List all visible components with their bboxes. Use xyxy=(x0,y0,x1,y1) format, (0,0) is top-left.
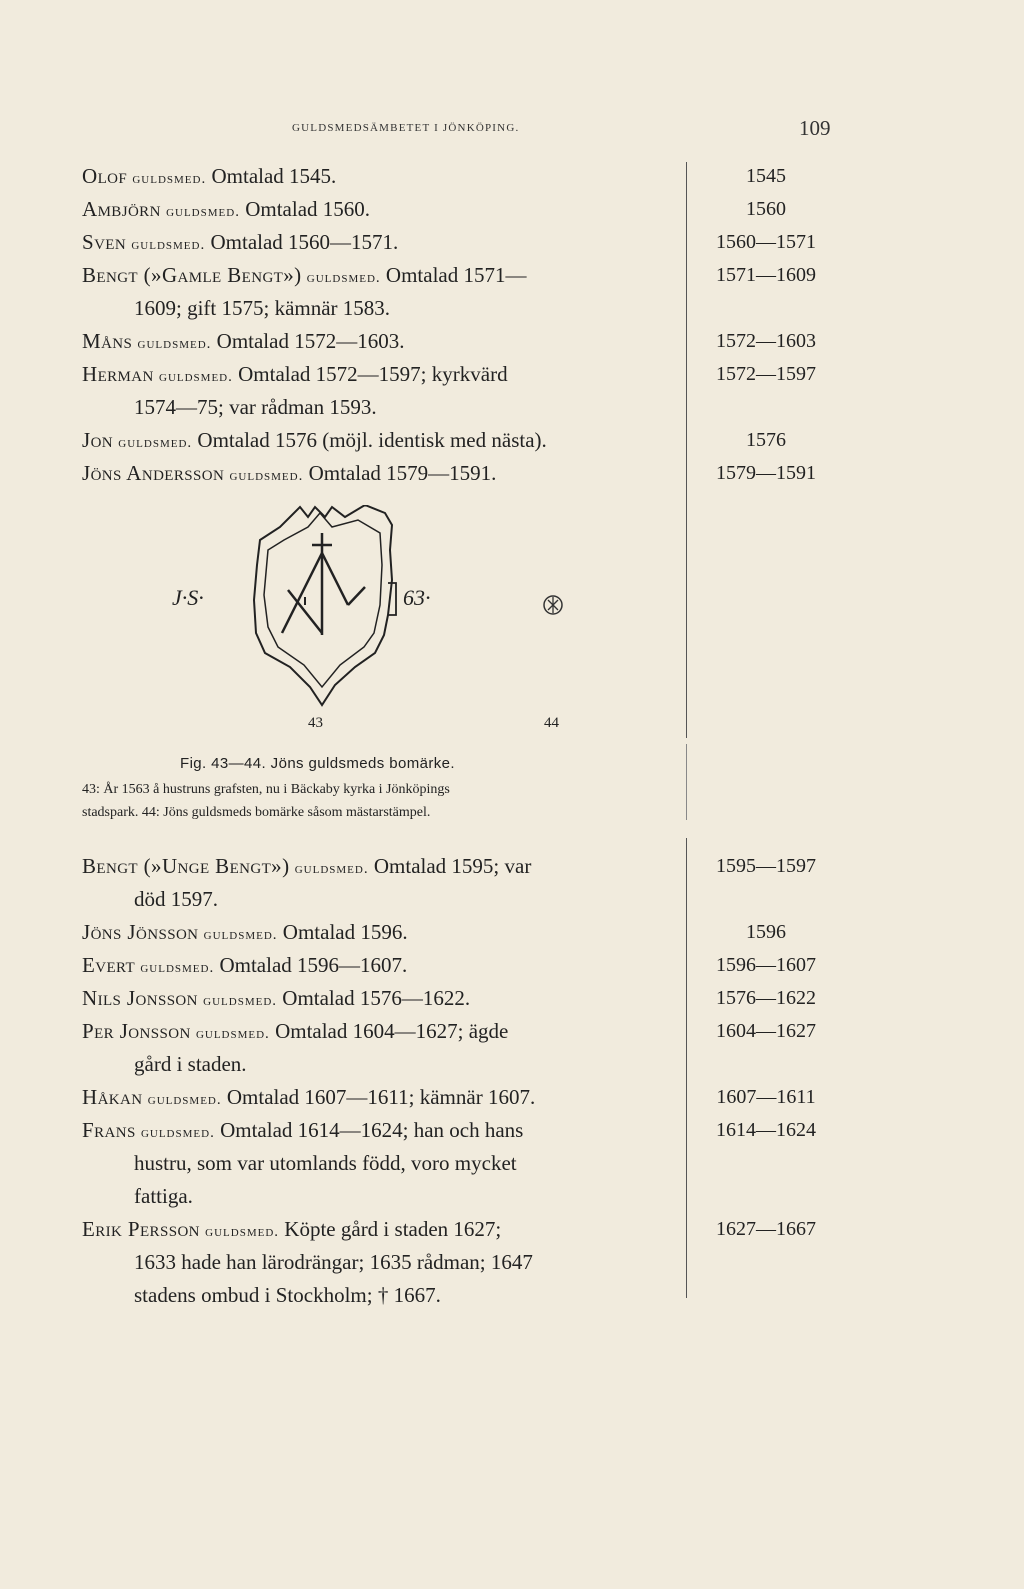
entry-text: Omtalad 1607—1611; kämnär 1607. xyxy=(226,1085,536,1109)
entry-date: 1627—1667 xyxy=(716,1218,816,1240)
entry-name: Bengt (»Gamle Bengt») xyxy=(82,263,302,287)
entry-date: 1579—1591 xyxy=(716,462,816,484)
entry-text: Omtalad 1572—1597; kyrkvärd xyxy=(238,362,508,386)
entry-date: 1576 xyxy=(746,429,786,451)
stamp-mark xyxy=(544,596,562,614)
entry-text: Omtalad 1560—1571. xyxy=(210,230,399,254)
entry-title: guldsmed. xyxy=(140,960,215,976)
entry-continuation: 1633 hade han lärodrängar; 1635 rådman; 1647 xyxy=(134,1250,533,1274)
entry-date: 1571—1609 xyxy=(716,264,816,286)
entry-line xyxy=(82,457,672,492)
entry-name: Herman xyxy=(82,362,154,386)
entry-title: guldsmed. xyxy=(131,237,206,253)
figure-number: 44 xyxy=(544,715,559,731)
entry-name: Måns xyxy=(82,329,133,353)
figure-house-marks xyxy=(160,505,660,745)
entry-date: 1595—1597 xyxy=(716,855,816,877)
entry-date: 1596—1607 xyxy=(716,954,816,976)
entry-date: 1576—1622 xyxy=(716,987,816,1009)
figure-number: 43 xyxy=(308,715,323,731)
entry-continuation: fattiga. xyxy=(134,1184,193,1208)
entry-name: Bengt (»Unge Bengt») xyxy=(82,854,290,878)
entry-continuation: 1609; gift 1575; kämnär 1583. xyxy=(134,296,391,320)
entry-title: guldsmed. xyxy=(140,1125,215,1141)
house-mark-illustration xyxy=(160,505,660,745)
entry-name: Sven xyxy=(82,230,127,254)
entry-title: guldsmed. xyxy=(118,435,193,451)
entry-continuation: stadens ombud i Stockholm; † 1667. xyxy=(134,1283,441,1307)
entry-date: 1560—1571 xyxy=(716,231,816,253)
column-divider xyxy=(686,744,687,820)
entry-date: 1607—1611 xyxy=(716,1086,816,1108)
entry-text: Omtalad 1572—1603. xyxy=(216,329,405,353)
entry-line xyxy=(82,850,672,885)
entry-text: Omtalad 1596. xyxy=(282,920,408,944)
entry-text: Köpte gård i staden 1627; xyxy=(284,1217,502,1241)
entry-text: Omtalad 1604—1627; ägde xyxy=(275,1019,509,1043)
entry-line xyxy=(82,1015,672,1050)
entry-date: 1572—1603 xyxy=(716,330,816,352)
entry-title: guldsmed. xyxy=(294,861,369,877)
entry-title: guldsmed. xyxy=(306,270,381,286)
entry-text: Omtalad 1579—1591. xyxy=(308,461,497,485)
entry-text: Omtalad 1560. xyxy=(245,197,371,221)
column-divider xyxy=(686,162,687,738)
entry-continuation: gård i staden. xyxy=(134,1052,247,1076)
entry-name: Erik Persson xyxy=(82,1217,200,1241)
entry-title: guldsmed. xyxy=(195,1026,270,1042)
entry-name: Jon xyxy=(82,428,114,452)
entry-title: guldsmed. xyxy=(137,336,212,352)
entry-line xyxy=(82,358,672,393)
entry-name: Frans xyxy=(82,1118,136,1142)
entry-text: Omtalad 1545. xyxy=(211,164,337,188)
page-number: 109 xyxy=(799,116,831,140)
entry-title: guldsmed. xyxy=(132,171,207,187)
entry-line xyxy=(82,259,672,294)
entry-date: 1614—1624 xyxy=(716,1119,816,1141)
figure-caption-line: stadspark. 44: Jöns guldsmeds bomärke såsom mästarstämpel. xyxy=(82,805,431,820)
entry-text: Omtalad 1595; var xyxy=(373,854,532,878)
entry-name: Ambjörn xyxy=(82,197,161,221)
entry-text: Omtalad 1596—1607. xyxy=(219,953,408,977)
entry-line xyxy=(82,424,672,459)
running-title: GULDSMEDSÄMBETET I JÖNKÖPING. xyxy=(292,122,520,134)
entry-continuation: död 1597. xyxy=(134,887,218,911)
entry-date: 1596 xyxy=(746,921,786,943)
entry-text: Omtalad 1576 (möjl. identisk med nästa). xyxy=(197,428,547,452)
entry-title: guldsmed. xyxy=(205,1224,280,1240)
mark-year: 63· xyxy=(403,585,431,610)
entry-line xyxy=(82,982,672,1017)
entry-date: 1604—1627 xyxy=(716,1020,816,1042)
entry-date: 1572—1597 xyxy=(716,363,816,385)
entry-line xyxy=(82,193,672,228)
entry-line xyxy=(82,1114,672,1149)
entry-line xyxy=(82,1213,672,1248)
entry-line xyxy=(82,916,672,951)
entry-title: guldsmed. xyxy=(229,468,304,484)
entry-date: 1545 xyxy=(746,165,786,187)
entry-title: guldsmed. xyxy=(147,1092,222,1108)
entry-name: Håkan xyxy=(82,1085,143,1109)
entry-title: guldsmed. xyxy=(203,927,278,943)
entry-text: Omtalad 1614—1624; han och hans xyxy=(220,1118,524,1142)
entry-date: 1560 xyxy=(746,198,786,220)
entry-text: Omtalad 1571— xyxy=(385,263,527,287)
entry-line xyxy=(82,949,672,984)
entry-title: guldsmed. xyxy=(159,369,233,385)
entry-name: Olof xyxy=(82,164,128,188)
entry-name: Jöns Andersson xyxy=(82,461,225,485)
figure-caption-line: 43: År 1563 å hustruns grafsten, nu i Bäckaby kyrka i Jönköpings xyxy=(82,782,450,797)
entry-line xyxy=(82,226,672,261)
entry-name: Evert xyxy=(82,953,136,977)
figure-caption-title: Fig. 43—44. Jöns guldsmeds bomärke. xyxy=(180,755,455,772)
mark-initials: J·S· xyxy=(172,585,204,610)
entry-name: Per Jonsson xyxy=(82,1019,191,1043)
entry-text: Omtalad 1576—1622. xyxy=(282,986,471,1010)
entry-line xyxy=(82,1081,672,1116)
entry-title: guldsmed. xyxy=(203,993,278,1009)
entry-continuation: hustru, som var utomlands född, voro mycket xyxy=(134,1151,517,1175)
entry-line xyxy=(82,160,672,195)
entry-name: Jöns Jönsson xyxy=(82,920,199,944)
entry-continuation: 1574—75; var rådman 1593. xyxy=(134,395,377,419)
entry-name: Nils Jonsson xyxy=(82,986,198,1010)
entry-line xyxy=(82,325,672,360)
entry-title: guldsmed. xyxy=(166,204,240,220)
